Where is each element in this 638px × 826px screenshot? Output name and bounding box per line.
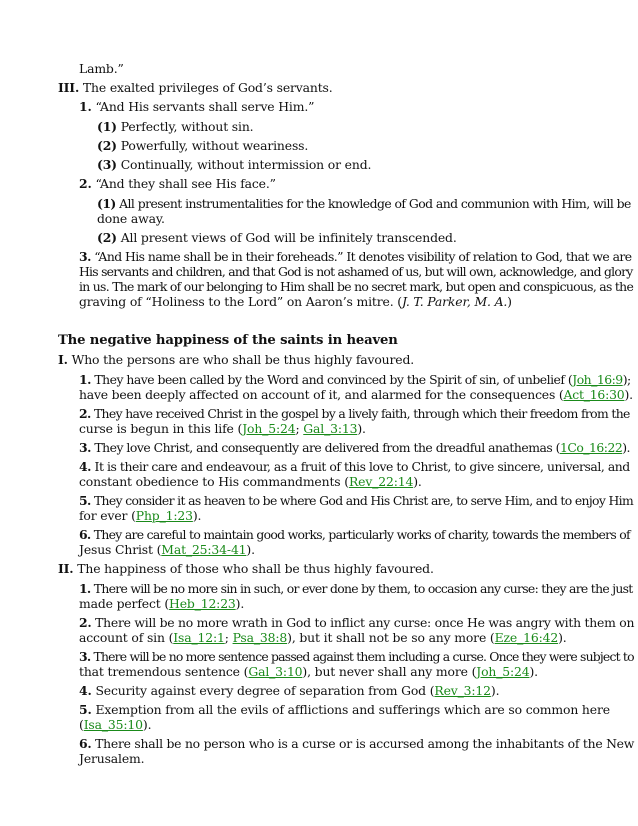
text-fragment: in us. The mark of our belonging to Him shall be no secret mark, but open and conspicuous, as the	[79, 279, 634, 294]
text-fragment: ;	[295, 421, 304, 436]
section-heading: The negative happiness of the saints in heaven	[58, 333, 398, 348]
section-title: The happiness of those who shall be thus highly favoured.	[77, 561, 434, 576]
point-text: Exemption from all the evils of afflictions and sufferings which are so common here	[95, 702, 610, 717]
point-number: 2.	[79, 176, 92, 191]
text-fragment: ), but it shall not be so any more (	[287, 630, 495, 645]
subpoint-text: Powerfully, without weariness.	[120, 138, 309, 153]
scripture-link[interactable]: Isa_12:1	[173, 630, 225, 645]
scripture-link[interactable]: Isa_35:10	[83, 717, 143, 732]
text-fragment: done away.	[97, 211, 165, 226]
text-fragment: ).	[558, 630, 567, 645]
text-line	[97, 211, 165, 227]
text-fragment: ), but never shall any more (	[302, 664, 477, 679]
scripture-link[interactable]: Php_1:23	[135, 508, 193, 523]
text-fragment: Lamb.”	[79, 61, 124, 76]
section-heading-i	[58, 352, 414, 368]
point-4	[79, 459, 630, 475]
subpoint-text: All present instrumentalities for the knowledge of God and communion with Him, will be	[119, 196, 631, 211]
point-6	[79, 736, 634, 752]
text-fragment: ).	[490, 683, 500, 698]
subpoint	[97, 138, 308, 154]
text-fragment: Jerusalem.	[79, 751, 145, 766]
text-line	[79, 387, 633, 403]
point-4	[79, 683, 499, 699]
point-text: Security against every degree of separation from God (	[95, 683, 435, 698]
scripture-link[interactable]: Eze_16:42	[494, 630, 559, 645]
text-line	[79, 474, 422, 490]
point-number: 1.	[79, 99, 92, 114]
point-text: They are careful to maintain good works, particularly works of charity, towards the members of	[93, 527, 630, 542]
scripture-link[interactable]: 1Co_16:22	[559, 440, 623, 455]
subpoint-number: (2)	[97, 138, 117, 153]
subpoint-number: (3)	[97, 157, 117, 172]
text-fragment: ).	[192, 508, 202, 523]
text-fragment: )	[507, 294, 512, 309]
section-title: Who the persons are who shall be thus highly favoured.	[71, 352, 415, 367]
text-fragment: His servants and children, and that God is not ashamed of us, but will own, acknowledge, and glory	[79, 264, 633, 279]
text-fragment: constant obedience to His commandments (	[79, 474, 349, 489]
scripture-link[interactable]: Rev_3:12	[434, 683, 491, 698]
point-number: 4.	[79, 683, 92, 698]
subpoint	[97, 119, 253, 135]
point-number: 5.	[79, 702, 92, 717]
author-name: J. T. Parker, M. A.	[401, 294, 508, 309]
point-5	[79, 702, 610, 718]
point-number: 6.	[79, 527, 91, 542]
text-line	[79, 421, 366, 437]
point-3	[79, 440, 630, 456]
text-fragment: );	[622, 372, 631, 387]
point-text: There shall be no person who is a curse or is accursed among the inhabitants of the New	[95, 736, 635, 751]
point-1	[79, 372, 631, 388]
point-number: 2.	[79, 406, 91, 421]
subpoint	[97, 157, 371, 173]
point-text: They have received Christ in the gospel by a lively faith, through which their freedom from the	[93, 406, 630, 421]
scripture-link[interactable]: Act_16:30	[563, 387, 625, 402]
point-2	[79, 176, 276, 192]
point-number: 3.	[79, 440, 91, 455]
point-text: There will be no more sentence passed against them including a curse. Once they were subject to	[93, 649, 634, 664]
subpoint	[97, 230, 457, 246]
point-text: There will be no more wrath in God to inflict any curse: once He was angry with them on	[95, 615, 635, 630]
point-number: 2.	[79, 615, 92, 630]
text-fragment: ).	[142, 717, 152, 732]
point-number: 1.	[79, 581, 91, 596]
text-fragment: for ever (	[79, 508, 136, 523]
text-line	[79, 717, 151, 733]
point-text: They have been called by the Word and convinced by the Spirit of sin, of unbelief (	[94, 372, 573, 387]
scripture-link[interactable]: Heb_12:23	[169, 596, 236, 611]
text-line	[79, 61, 124, 77]
text-line	[79, 596, 244, 612]
text-line	[79, 664, 538, 680]
point-text: They consider it as heaven to be where God and His Christ are, to serve Him, and to enjoy Him	[93, 493, 634, 508]
subpoint-text: Perfectly, without sin.	[120, 119, 254, 134]
text-fragment: have been deeply affected on account of it, and alarmed for the consequences (	[79, 387, 564, 402]
point-2	[79, 615, 634, 631]
text-fragment: ).	[357, 421, 366, 436]
point-text: There will be no more sin in such, or ever done by them, to occasion any curse: they are the just	[93, 581, 633, 596]
point-number: 3.	[79, 649, 91, 664]
text-fragment: curse is begun in this life (	[79, 421, 243, 436]
point-5	[79, 493, 633, 509]
text-fragment: ).	[622, 440, 630, 455]
subpoint-number: (1)	[97, 119, 117, 134]
section-title: The exalted privileges of God’s servants.	[82, 80, 333, 95]
section-number: III.	[58, 80, 80, 95]
scripture-link[interactable]: Mat_25:34-41	[161, 542, 247, 557]
point-3	[79, 649, 634, 665]
text-fragment: ).	[413, 474, 422, 489]
text-line	[79, 279, 633, 295]
text-fragment: ).	[246, 542, 255, 557]
text-fragment: that tremendous sentence (	[79, 664, 249, 679]
scripture-link[interactable]: Rev_22:14	[348, 474, 414, 489]
section-number: II.	[58, 561, 74, 576]
scripture-link[interactable]: Gal_3:10	[248, 664, 303, 679]
scripture-link[interactable]: Joh_16:9	[572, 372, 623, 387]
point-6	[79, 527, 630, 543]
subpoint-number: (2)	[97, 230, 117, 245]
point-number: 5.	[79, 493, 91, 508]
point-number: 4.	[79, 459, 92, 474]
subpoint-text: Continually, without intermission or end.	[120, 157, 372, 172]
point-3	[79, 249, 632, 265]
subpoint	[97, 196, 631, 212]
scripture-link[interactable]: Joh_5:24	[242, 421, 296, 436]
text-fragment: Jesus Christ (	[79, 542, 162, 557]
section-heading-ii	[58, 561, 434, 577]
text-line	[79, 542, 255, 558]
text-fragment: made perfect (	[79, 596, 170, 611]
text-fragment: ).	[235, 596, 245, 611]
point-2	[79, 406, 630, 422]
point-number: 1.	[79, 372, 91, 387]
text-fragment: ).	[624, 387, 633, 402]
text-line	[79, 294, 512, 310]
subpoint-number: (1)	[97, 196, 116, 211]
text-line	[79, 264, 633, 280]
point-text: “And His name shall be in their foreheads.” It denotes visibility of relation to God, that we are	[94, 249, 632, 264]
text-fragment: account of sin (	[79, 630, 174, 645]
text-fragment: ;	[224, 630, 233, 645]
text-line	[79, 508, 201, 524]
point-number: 6.	[79, 736, 92, 751]
text-fragment: (	[79, 717, 84, 732]
scripture-link[interactable]: Gal_3:13	[303, 421, 358, 436]
point-number: 3.	[79, 249, 91, 264]
point-1	[79, 99, 314, 115]
text-fragment: graving of “Holiness to the Lord” on Aaron’s mitre. (	[79, 294, 402, 309]
point-text: “And His servants shall serve Him.”	[95, 99, 315, 114]
subpoint-text: All present views of God will be infinitely transcended.	[120, 230, 457, 245]
scripture-link[interactable]: Joh_5:24	[476, 664, 530, 679]
section-heading-iii	[58, 80, 333, 96]
text-fragment: ).	[529, 664, 538, 679]
text-line	[79, 630, 567, 646]
point-text: It is their care and endeavour, as a fruit of this love to Christ, to give sincere, universal, and	[94, 459, 630, 474]
section-number: I.	[58, 352, 68, 367]
point-text: They love Christ, and consequently are delivered from the dreadful anathemas (	[94, 440, 560, 455]
point-text: “And they shall see His face.”	[95, 176, 276, 191]
point-1	[79, 581, 633, 597]
scripture-link[interactable]: Psa_38:8	[232, 630, 288, 645]
text-line	[79, 751, 144, 767]
